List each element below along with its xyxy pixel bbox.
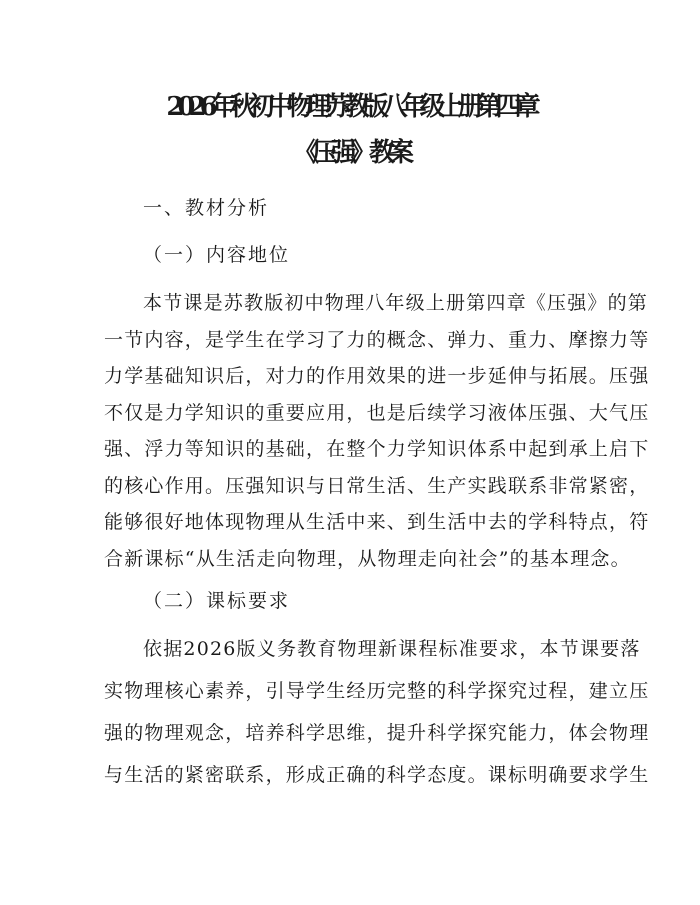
paragraph-line: 能够很好地体现物理从生活中来、到生活中去的学科特点，符 bbox=[104, 511, 650, 533]
document-title-line-1: 2026年秋初中物理苏教版八年级上册第四章 bbox=[166, 92, 534, 122]
subsection-heading-curriculum-requirements: （二）课标要求 bbox=[143, 590, 291, 612]
paragraph-line: 依据2026版义务教育物理新课程标准要求，本节课要落 bbox=[143, 638, 641, 660]
paragraph-line: 强、浮力等知识的基础，在整个力学知识体系中起到承上启下 bbox=[104, 438, 650, 460]
paragraph-line: 本节课是苏教版初中物理八年级上册第四章《压强》的第 bbox=[143, 292, 649, 314]
paragraph-line: 一节内容，是学生在学习了力的概念、弹力、重力、摩擦力等 bbox=[104, 328, 650, 351]
paragraph-line: 不仅是力学知识的重要应用，也是后续学习液体压强、大气压 bbox=[104, 401, 650, 424]
subsection-heading-content-position: （一）内容地位 bbox=[143, 244, 291, 266]
paragraph-line: 的核心作用。压强知识与日常生活、生产实践联系非常紧密， bbox=[104, 474, 650, 497]
paragraph-line: 实物理核心素养，引导学生经历完整的科学探究过程，建立压 bbox=[104, 680, 650, 702]
paragraph-line: 强的物理观念，培养科学思维，提升科学探究能力，体会物理 bbox=[104, 722, 650, 744]
document-title-line-2: 《压强》教案 bbox=[292, 138, 407, 168]
paragraph-line: 力学基础知识后，对力的作用效果的进一步延伸与拓展。压强 bbox=[104, 365, 650, 387]
paragraph-line: 合新课标“从生活走向物理，从物理走向社会”的基本理念。 bbox=[104, 547, 631, 570]
paragraph-line: 与生活的紧密联系，形成正确的科学态度。课标明确要求学生 bbox=[104, 764, 650, 786]
section-heading-textbook-analysis: 一、教材分析 bbox=[143, 197, 270, 219]
